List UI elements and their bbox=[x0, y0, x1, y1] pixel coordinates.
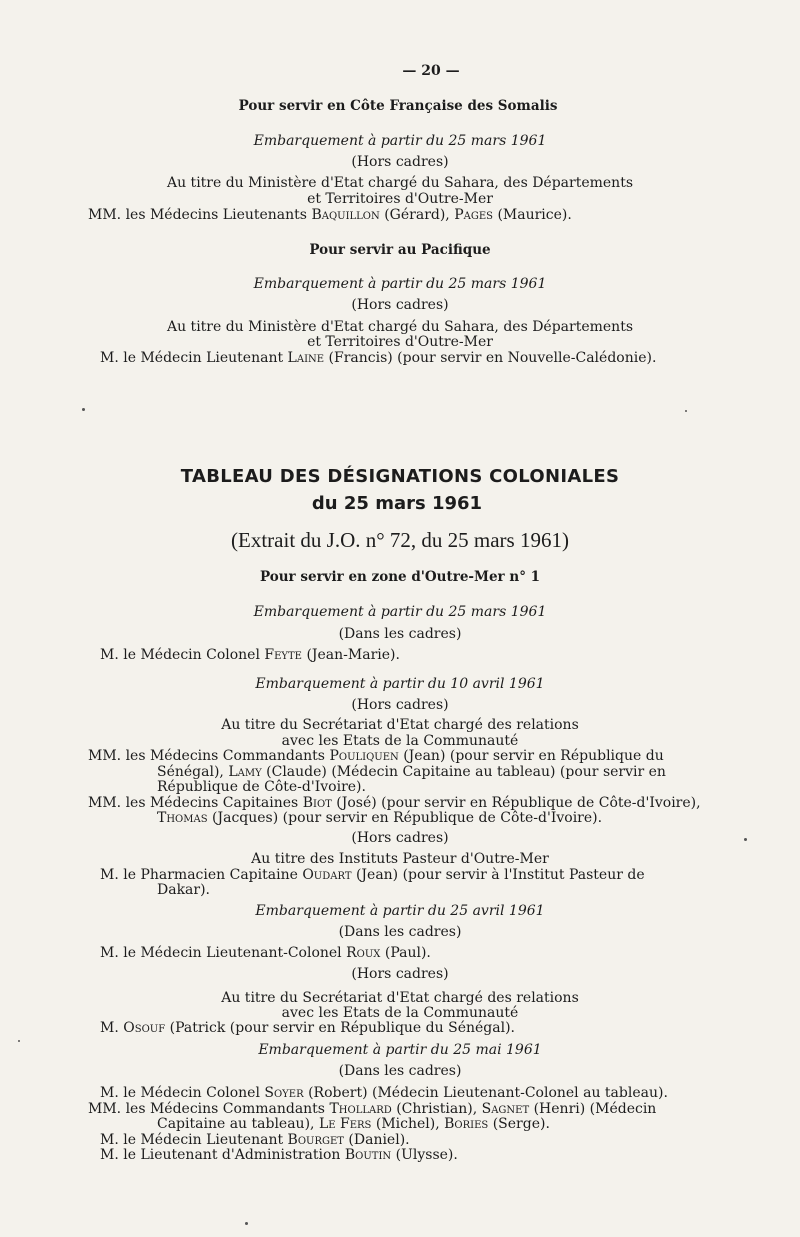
scan-speck bbox=[18, 1040, 20, 1042]
section-heading-pacifique: Pour servir au Pacifique bbox=[309, 242, 491, 258]
embark-date: Embarquement à partir du 25 mai 1961 bbox=[258, 1042, 542, 1058]
scan-speck bbox=[82, 408, 85, 411]
personnel-entry-cont: Thomas (Jacques) (pour servir en République de Côte-d'Ivoire). bbox=[157, 810, 603, 826]
personnel-entry-cont: Sénégal), Lamy (Claude) (Médecin Capitaine au tableau) (pour servir en bbox=[157, 764, 666, 780]
pasteur-title: Au titre des Instituts Pasteur d'Outre-Mer bbox=[251, 851, 549, 867]
personnel-entry: M. le Médecin Colonel Soyer (Robert) (Médecin Lieutenant-Colonel au tableau). bbox=[100, 1085, 668, 1101]
personnel-entry-cont: République de Côte-d'Ivoire). bbox=[157, 779, 366, 795]
status-label: (Dans les cadres) bbox=[338, 626, 462, 642]
secretariat-title-line1: Au titre du Secrétariat d'Etat chargé des relations bbox=[221, 717, 579, 733]
scan-speck bbox=[245, 1222, 248, 1225]
personnel-entry-cont: Capitaine au tableau), Le Fers (Michel), Bories (Serge). bbox=[157, 1116, 550, 1132]
personnel-entry: M. le Médecin Lieutenant-Colonel Roux (Paul). bbox=[100, 945, 431, 961]
secretariat-title-line1: Au titre du Secrétariat d'Etat chargé des relations bbox=[221, 990, 579, 1006]
extrait-line: (Extrait du J.O. n° 72, du 25 mars 1961) bbox=[231, 528, 569, 552]
personnel-entry-cont: Dakar). bbox=[157, 882, 211, 898]
ministry-title-line2: et Territoires d'Outre-Mer bbox=[307, 191, 493, 207]
scan-speck bbox=[685, 410, 687, 412]
secretariat-title-line2: avec les Etats de la Communauté bbox=[281, 1005, 519, 1021]
section-heading-somalis: Pour servir en Côte Française des Somalis bbox=[238, 98, 558, 114]
embark-date: Embarquement à partir du 25 avril 1961 bbox=[255, 903, 545, 919]
tableau-title: TABLEAU DES DÉSIGNATIONS COLONIALES bbox=[180, 466, 620, 487]
status-label: (Dans les cadres) bbox=[338, 924, 462, 940]
personnel-entry: M. le Médecin Lieutenant Laine (Francis) (pour servir en Nouvelle-Calédonie). bbox=[100, 350, 657, 366]
personnel-entry: MM. les Médecins Commandants Thollard (Christian), Sagnet (Henri) (Médecin bbox=[88, 1101, 657, 1117]
status-label: (Hors cadres) bbox=[351, 697, 449, 713]
personnel-entry: M. Osouf (Patrick (pour servir en République du Sénégal). bbox=[100, 1020, 515, 1036]
personnel-entry: MM. les Médecins Capitaines Biot (José) (pour servir en République de Côte-d'Ivoire), bbox=[88, 795, 701, 811]
secretariat-title-line2: avec les Etats de la Communauté bbox=[281, 733, 519, 749]
personnel-entry: M. le Médecin Colonel Feyte (Jean-Marie). bbox=[100, 647, 400, 663]
status-label: (Hors cadres) bbox=[351, 830, 449, 846]
zone-heading: Pour servir en zone d'Outre-Mer n° 1 bbox=[259, 569, 541, 585]
embark-date: Embarquement à partir du 25 mars 1961 bbox=[253, 133, 547, 149]
page-number: — 20 — bbox=[402, 63, 460, 79]
embark-date: Embarquement à partir du 25 mars 1961 bbox=[253, 276, 547, 292]
embark-date: Embarquement à partir du 25 mars 1961 bbox=[253, 604, 547, 620]
personnel-entry: MM. les Médecins Commandants Pouliquen (Jean) (pour servir en République du bbox=[88, 748, 664, 764]
personnel-entry: M. le Pharmacien Capitaine Oudart (Jean) (pour servir à l'Institut Pasteur de bbox=[100, 867, 645, 883]
status-label: (Hors cadres) bbox=[351, 966, 449, 982]
personnel-entry: M. le Médecin Lieutenant Bourget (Daniel). bbox=[100, 1132, 410, 1148]
personnel-entry: MM. les Médecins Lieutenants Baquillon (Gérard), Pages (Maurice). bbox=[88, 207, 572, 223]
status-label: (Dans les cadres) bbox=[338, 1063, 462, 1079]
status-label: (Hors cadres) bbox=[351, 154, 449, 170]
tableau-date: du 25 mars 1961 bbox=[311, 493, 483, 514]
status-label: (Hors cadres) bbox=[351, 297, 449, 313]
ministry-title-line2: et Territoires d'Outre-Mer bbox=[307, 334, 493, 350]
scan-speck bbox=[744, 838, 747, 841]
ministry-title-line1: Au titre du Ministère d'Etat chargé du Sahara, des Départements bbox=[166, 175, 634, 191]
personnel-entry: M. le Lieutenant d'Administration Boutin (Ulysse). bbox=[100, 1147, 458, 1163]
embark-date: Embarquement à partir du 10 avril 1961 bbox=[255, 676, 545, 692]
ministry-title-line1: Au titre du Ministère d'Etat chargé du Sahara, des Départements bbox=[166, 319, 634, 335]
